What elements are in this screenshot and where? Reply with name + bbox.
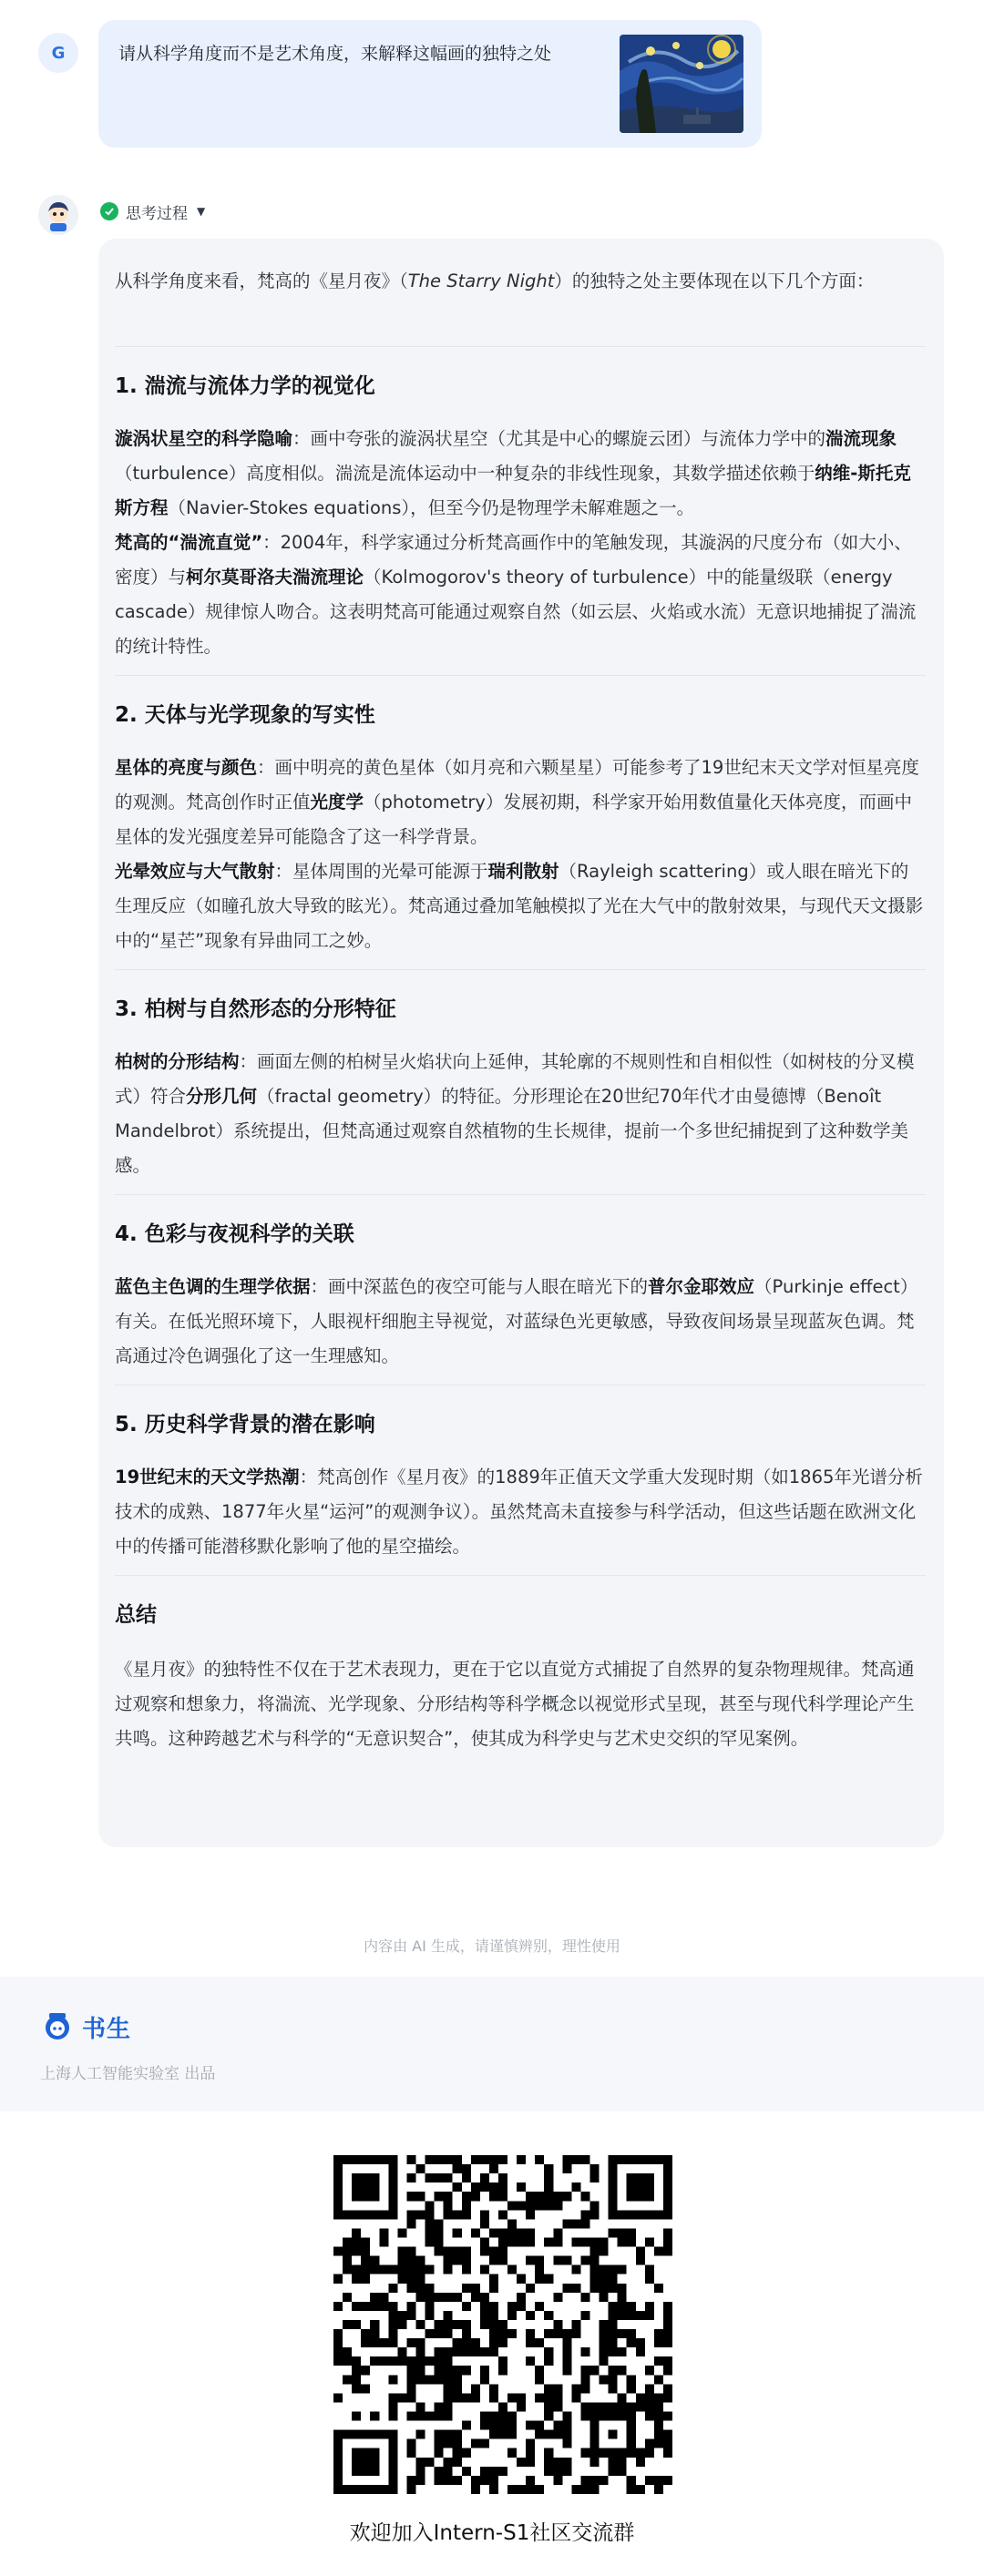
section-heading: 2. 天体与光学现象的写实性 [115, 703, 375, 727]
bold-term: 瑞利散射 [487, 861, 559, 882]
intro-text-a: 从科学角度来看，梵高的《星月夜》（ [115, 271, 408, 291]
section-paragraph [115, 526, 926, 664]
starry-night-image [620, 35, 743, 133]
brand-footer [0, 1977, 984, 2111]
intro-title-en: The Starry Night [407, 271, 555, 291]
brand-name: 书生 [82, 2015, 132, 2043]
text-run: ：画中深蓝色的夜空可能与人眼在暗光下的 [310, 1276, 649, 1297]
text-run: ：画中明亮的黄色星体（如月亮和六颗星星）可能参考了19世纪末天文学对恒星亮度的观测。梵高创作时正值 [115, 757, 919, 813]
text-run: ：梵高创作《星月夜》的1889年正值天文学重大发现时期（如1865年光谱分析技术的成熟、1877年火星“运河”的观测争议）。虽然梵高未直接参与科学活动，但这些话题在欧洲文化中的传播可能潜移默化影响了他的星空描绘。 [115, 1467, 923, 1557]
thinking-process-label: 思考过程 [126, 204, 188, 223]
bold-term: 漩涡状星空的科学隐喻 [115, 428, 293, 449]
bold-term: 柯尔莫哥洛夫湍流理论 [186, 567, 364, 588]
section-paragraph [115, 1460, 926, 1564]
text-run: （fractal geometry）的特征。分形理论在20世纪70年代才由曼德博（Benoît Mandelbrot）系统提出，但梵高通过观察自然植物的生长规律，提前一个多世纪捕捉到了这种数学美感。 [115, 1086, 908, 1176]
text-run: ：画中夸张的漩涡状星空（尤其是中心的螺旋云团）与流体力学中的 [292, 428, 826, 449]
bold-term: 梵高的“湍流直觉” [115, 532, 263, 553]
divider [115, 1575, 926, 1576]
bold-term: 19世纪末的天文学热潮 [115, 1467, 300, 1487]
qr-code [333, 2155, 672, 2494]
attached-image-thumbnail[interactable] [620, 35, 743, 133]
bold-term: 光晕效应与大气散射 [115, 861, 275, 882]
divider [115, 969, 926, 970]
user-message-text: 请从科学角度而不是艺术角度，来解释这幅画的独特之处 [118, 44, 552, 64]
text-run: （Kolmogorov's theory of turbulence）中的能量级联（energy cascade）规律惊人吻合。这表明梵高可能通过观察自然（如云层、火焰或水流）无意识地捕捉了湍流的统计特性。 [115, 567, 917, 657]
text-run: （Navier-Stokes equations），但至今仍是物理学未解难题之一。 [168, 497, 695, 518]
text-run: （photometry）发展初期，科学家开始用数值量化天体亮度，而画中星体的发光强度差异可能隐含了这一科学背景。 [115, 792, 912, 847]
section-paragraph [115, 1045, 926, 1183]
bold-term: 纳维-斯托克斯方程 [115, 463, 911, 518]
user-message-bubble [98, 20, 762, 148]
caret-down-icon: ▼ [197, 205, 206, 218]
brand-subtitle: 上海人工智能实验室 出品 [40, 2065, 216, 2083]
brand-logo [40, 2009, 131, 2044]
bold-term: 星体的亮度与颜色 [115, 757, 258, 778]
assistant-avatar [38, 195, 78, 235]
text-run: ：星体周围的光晕可能源于 [274, 861, 488, 882]
qr-caption: 欢迎加入Intern-S1社区交流群 [349, 2521, 635, 2545]
check-icon [100, 202, 118, 220]
text-run: （Purkinje effect）有关。在低光照环境下，人眼视杆细胞主导视觉，对蓝绿色光更敏感，导致夜间场景呈现蓝灰色调。梵高通过冷色调强化了这一生理感知。 [115, 1276, 918, 1366]
section-paragraph [115, 751, 926, 854]
bold-term: 普尔金耶效应 [648, 1276, 755, 1297]
section-heading: 4. 色彩与夜视科学的关联 [115, 1222, 354, 1246]
bold-term: 分形几何 [186, 1086, 258, 1107]
thinking-process-toggle[interactable] [100, 199, 205, 224]
text-run: ：2004年，科学家通过分析梵高画作中的笔触发现，其漩涡的尺度分布（如大小、密度）与 [115, 532, 912, 588]
bold-term: 光度学 [310, 792, 364, 813]
section-paragraph [115, 422, 926, 526]
brand-mascot-icon [40, 2009, 75, 2044]
section-heading: 1. 湍流与流体力学的视觉化 [115, 374, 375, 398]
intro-text-b: ）的独特之处主要体现在以下几个方面： [554, 271, 875, 291]
bold-term: 蓝色主色调的生理学依据 [115, 1276, 311, 1297]
answer-sections [115, 371, 926, 1576]
user-avatar: G [38, 33, 78, 73]
text-run: ：画面左侧的柏树呈火焰状向上延伸，其轮廓的不规则性和自相似性（如树枝的分叉模式）符合 [115, 1051, 915, 1107]
ai-disclaimer: 内容由 AI 生成，请谨慎辨别，理性使用 [364, 1937, 620, 1955]
summary-heading: 总结 [115, 1603, 157, 1627]
divider [115, 1194, 926, 1195]
section-heading: 3. 柏树与自然形态的分形特征 [115, 997, 396, 1021]
bold-term: 柏树的分形结构 [115, 1051, 240, 1072]
bold-term: 湍流现象 [825, 428, 897, 449]
text-run: （Rayleigh scattering）或人眼在暗光下的生理反应（如瞳孔放大导致的眩光）。梵高通过叠加笔触模拟了光在大气中的散射效果，与现代天文摄影中的“星芒”现象有异曲同工之妙。 [115, 861, 924, 951]
answer-intro [115, 264, 926, 335]
summary-text: 《星月夜》的独特性不仅在于艺术表现力，更在于它以直觉方式捕捉了自然界的复杂物理规律。梵高通过观察和想象力，将湍流、光学现象、分形结构等科学概念以视觉形式呈现，甚至与现代科学理论产生共鸣。这种跨越艺术与科学的“无意识契合”，使其成为科学史与艺术史交织的罕见案例。 [115, 1659, 915, 1749]
divider [115, 346, 926, 347]
section-heading: 5. 历史科学背景的潜在影响 [115, 1413, 375, 1436]
section-paragraph [115, 854, 926, 958]
section-paragraph [115, 1270, 926, 1374]
text-run: （turbulence）高度相似。湍流是流体运动中一种复杂的非线性现象，其数学描述依赖于 [115, 463, 815, 484]
divider [115, 675, 926, 676]
assistant-answer [98, 239, 944, 1847]
